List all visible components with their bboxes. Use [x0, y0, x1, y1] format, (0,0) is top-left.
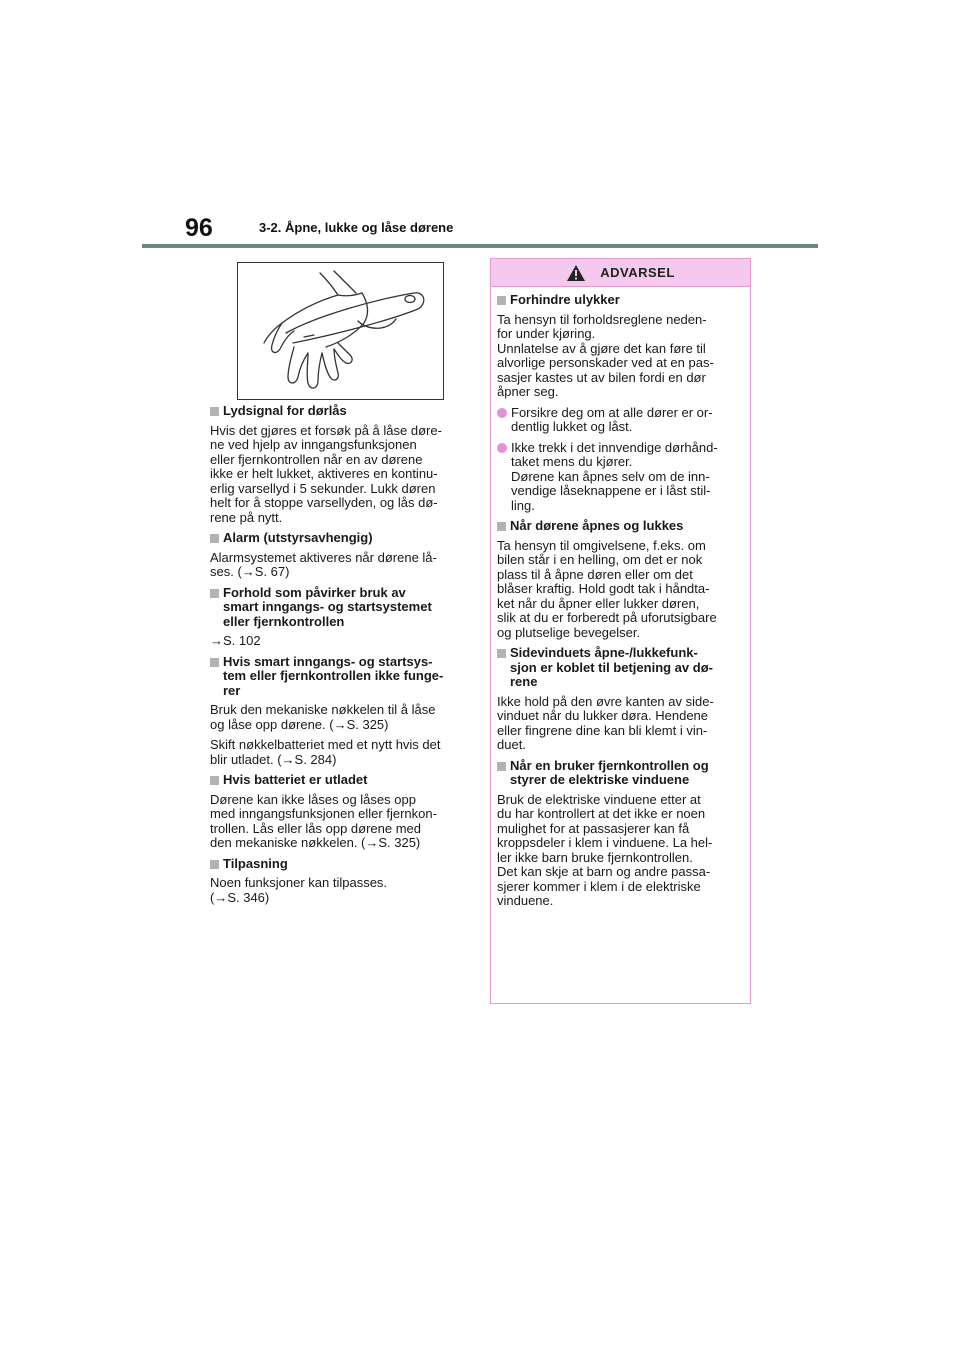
section-title: 3-2. Åpne, lukke og låse dørene	[259, 220, 454, 235]
round-bullet-icon	[497, 443, 507, 453]
heading-prevent-accidents: Forhindre ulykker	[497, 293, 744, 308]
square-bullet-icon	[497, 762, 506, 771]
square-bullet-icon	[497, 296, 506, 305]
paragraph-customization: Noen funksjoner kan tilpasses. (→S. 346)	[210, 875, 388, 905]
square-bullet-icon	[210, 407, 219, 416]
heading-conditions: Forhold som påvirker bruk av smart inngangs- og startsystemet eller fjernkontrollen	[210, 586, 472, 630]
heading-opening-closing: Når dørene åpnes og lukkes	[497, 519, 744, 534]
paragraph-mechanical-key: Bruk den mekaniske nøkkelen til å låse og låse opp dørene. (→S. 325)	[210, 702, 436, 732]
hand-on-door-handle-icon	[238, 263, 443, 399]
header-divider	[142, 244, 818, 248]
bullet-doors-locked: Forsikre deg om at alle dører er or- dentlig lukket og låst.	[497, 406, 744, 435]
square-bullet-icon	[210, 860, 219, 869]
heading-remote-windows: Når en bruker fjernkontrollen og styrer de elektriske vinduene	[497, 759, 744, 788]
heading-system-not-working: Hvis smart inngangs- og startsys- tem eller fjernkontrollen ikke funge- rer	[210, 655, 472, 699]
paragraph-side-window: Ikke hold på den øvre kanten av side- vinduet når du lukker døra. Hendene eller fingrene dine kan bli klemt i vin- duet.	[497, 693, 714, 752]
warning-body	[491, 287, 750, 909]
page-number: 96	[185, 214, 213, 242]
paragraph-prevent-accidents: Ta hensyn til forholdsreglene neden- for under kjøring. Unnlatelse av å gjøre det kan føre til alvorlige personskader ved at en pas- sasjer kastes ut av bilen fordi en dør åpner seg.	[497, 311, 714, 399]
paragraph-remote-windows: Bruk de elektriske vinduene etter at du har kontrollert at det ikke er noen mulighet for at passasjerer kan få kroppsdeler i klem i vinduene. La hel- ler ikke barn bruke fjernkontrollen. Det kan skje at barn og andre passa- sjerer kommer i klem i de elektriske vinduene.	[497, 791, 713, 908]
square-bullet-icon	[210, 534, 219, 543]
heading-customization: Tilpasning	[210, 857, 472, 872]
paragraph-alarm: Alarmsystemet aktiveres når dørene lå- ses. (→S. 67)	[210, 549, 437, 579]
bullet-inner-handle: Ikke trekk i det innvendige dørhånd- taket mens du kjører. Dørene kan åpnes selv om de inn- vendige låseknappene er i låst stil- ling.	[497, 441, 744, 514]
round-bullet-icon	[497, 408, 507, 418]
warning-title: ADVARSEL	[600, 265, 675, 280]
paragraph-conditions: →S. 102	[210, 633, 261, 648]
left-column	[210, 404, 472, 911]
square-bullet-icon	[210, 589, 219, 598]
paragraph-replace-battery: Skift nøkkelbatteriet med et nytt hvis det blir utladet. (→S. 284)	[210, 737, 441, 767]
square-bullet-icon	[497, 649, 506, 658]
paragraph-battery-discharged: Dørene kan ikke låses og låses opp med inngangsfunksjonen eller fjernkon- trollen. Lås eller lås opp dørene med den mekaniske nøkkelen. (→S. 325)	[210, 791, 437, 850]
square-bullet-icon	[210, 658, 219, 667]
paragraph-opening-closing: Ta hensyn til omgivelsene, f.eks. om bilen står i en helling, om det er nok plass til å åpne døren eller om det blåser kraftig. Hold godt tak i håndta- ket når du åpner eller lukker døren, slik at du er forberedt på uforutsigbare og plutselige bevegelser.	[497, 537, 717, 640]
heading-door-lock-signal: Lydsignal for dørlås	[210, 404, 472, 419]
hand-door-handle-illustration	[237, 262, 444, 400]
heading-side-window: Sidevinduets åpne-/lukkefunk- sjon er koblet til betjening av dø- rene	[497, 646, 744, 690]
warning-triangle-icon	[566, 264, 586, 282]
heading-alarm: Alarm (utstyrsavhengig)	[210, 531, 472, 546]
warning-box	[490, 258, 751, 1004]
warning-header	[491, 259, 750, 287]
paragraph-door-lock-signal: Hvis det gjøres et forsøk på å låse døre- ne ved hjelp av inngangsfunksjonen eller fjernkontrollen når en av dørene ikke er helt lukket, aktiveres en kontinu- erlig varsellyd i 5 sekunder. Lukk døren helt for å stoppe varsellyden, og lås dø- rene på nytt.	[210, 422, 442, 525]
square-bullet-icon	[497, 522, 506, 531]
square-bullet-icon	[210, 776, 219, 785]
heading-battery-discharged: Hvis batteriet er utladet	[210, 773, 472, 788]
